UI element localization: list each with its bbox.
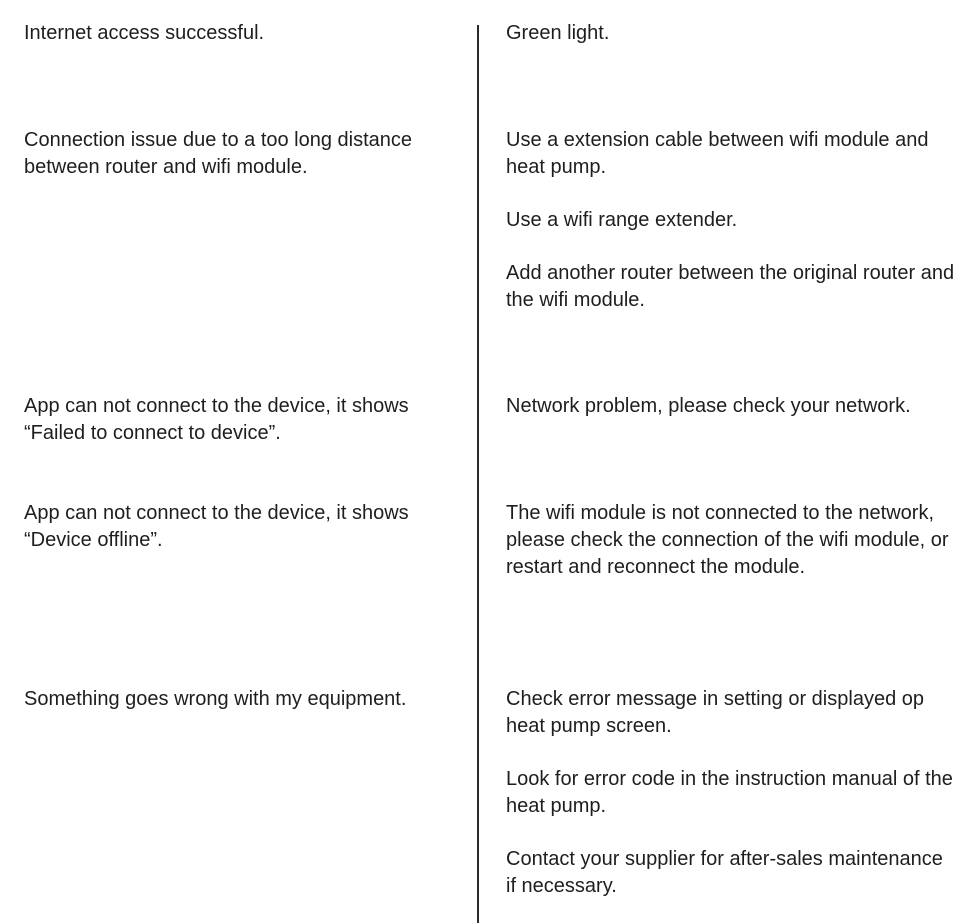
solution-cell <box>506 393 956 420</box>
solution-text: Network problem, please check your network. <box>506 395 911 417</box>
solution-cell <box>506 686 956 900</box>
solution-text: Contact your supplier for after-sales maintenance if necessary. <box>506 848 943 897</box>
solution-text: Green light. <box>506 22 610 44</box>
solution-text: Use a extension cable between wifi module and heat pump. <box>506 129 929 178</box>
solution-cell <box>506 20 956 47</box>
problem-text: App can not connect to the device, it shows “Failed to connect to device”. <box>24 395 409 444</box>
solution-cell <box>506 500 956 581</box>
solution-text: Look for error code in the instruction manual of the heat pump. <box>506 768 953 817</box>
solution-text: The wifi module is not connected to the network, please check the connection of the wifi module, or restart and reconnect the module. <box>506 502 949 578</box>
problem-text: App can not connect to the device, it shows “Device offline”. <box>24 502 409 551</box>
solution-text: Check error message in setting or displayed op heat pump screen. <box>506 688 924 737</box>
problem-text: Internet access successful. <box>24 22 265 44</box>
solution-text: Add another router between the original router and the wifi module. <box>506 262 955 311</box>
problem-text: Something goes wrong with my equipment. <box>24 688 407 710</box>
column-divider <box>477 25 479 923</box>
solution-cell <box>506 127 956 314</box>
problem-text: Connection issue due to a too long distance between router and wifi module. <box>24 129 413 178</box>
solution-text: Use a wifi range extender. <box>506 209 738 231</box>
